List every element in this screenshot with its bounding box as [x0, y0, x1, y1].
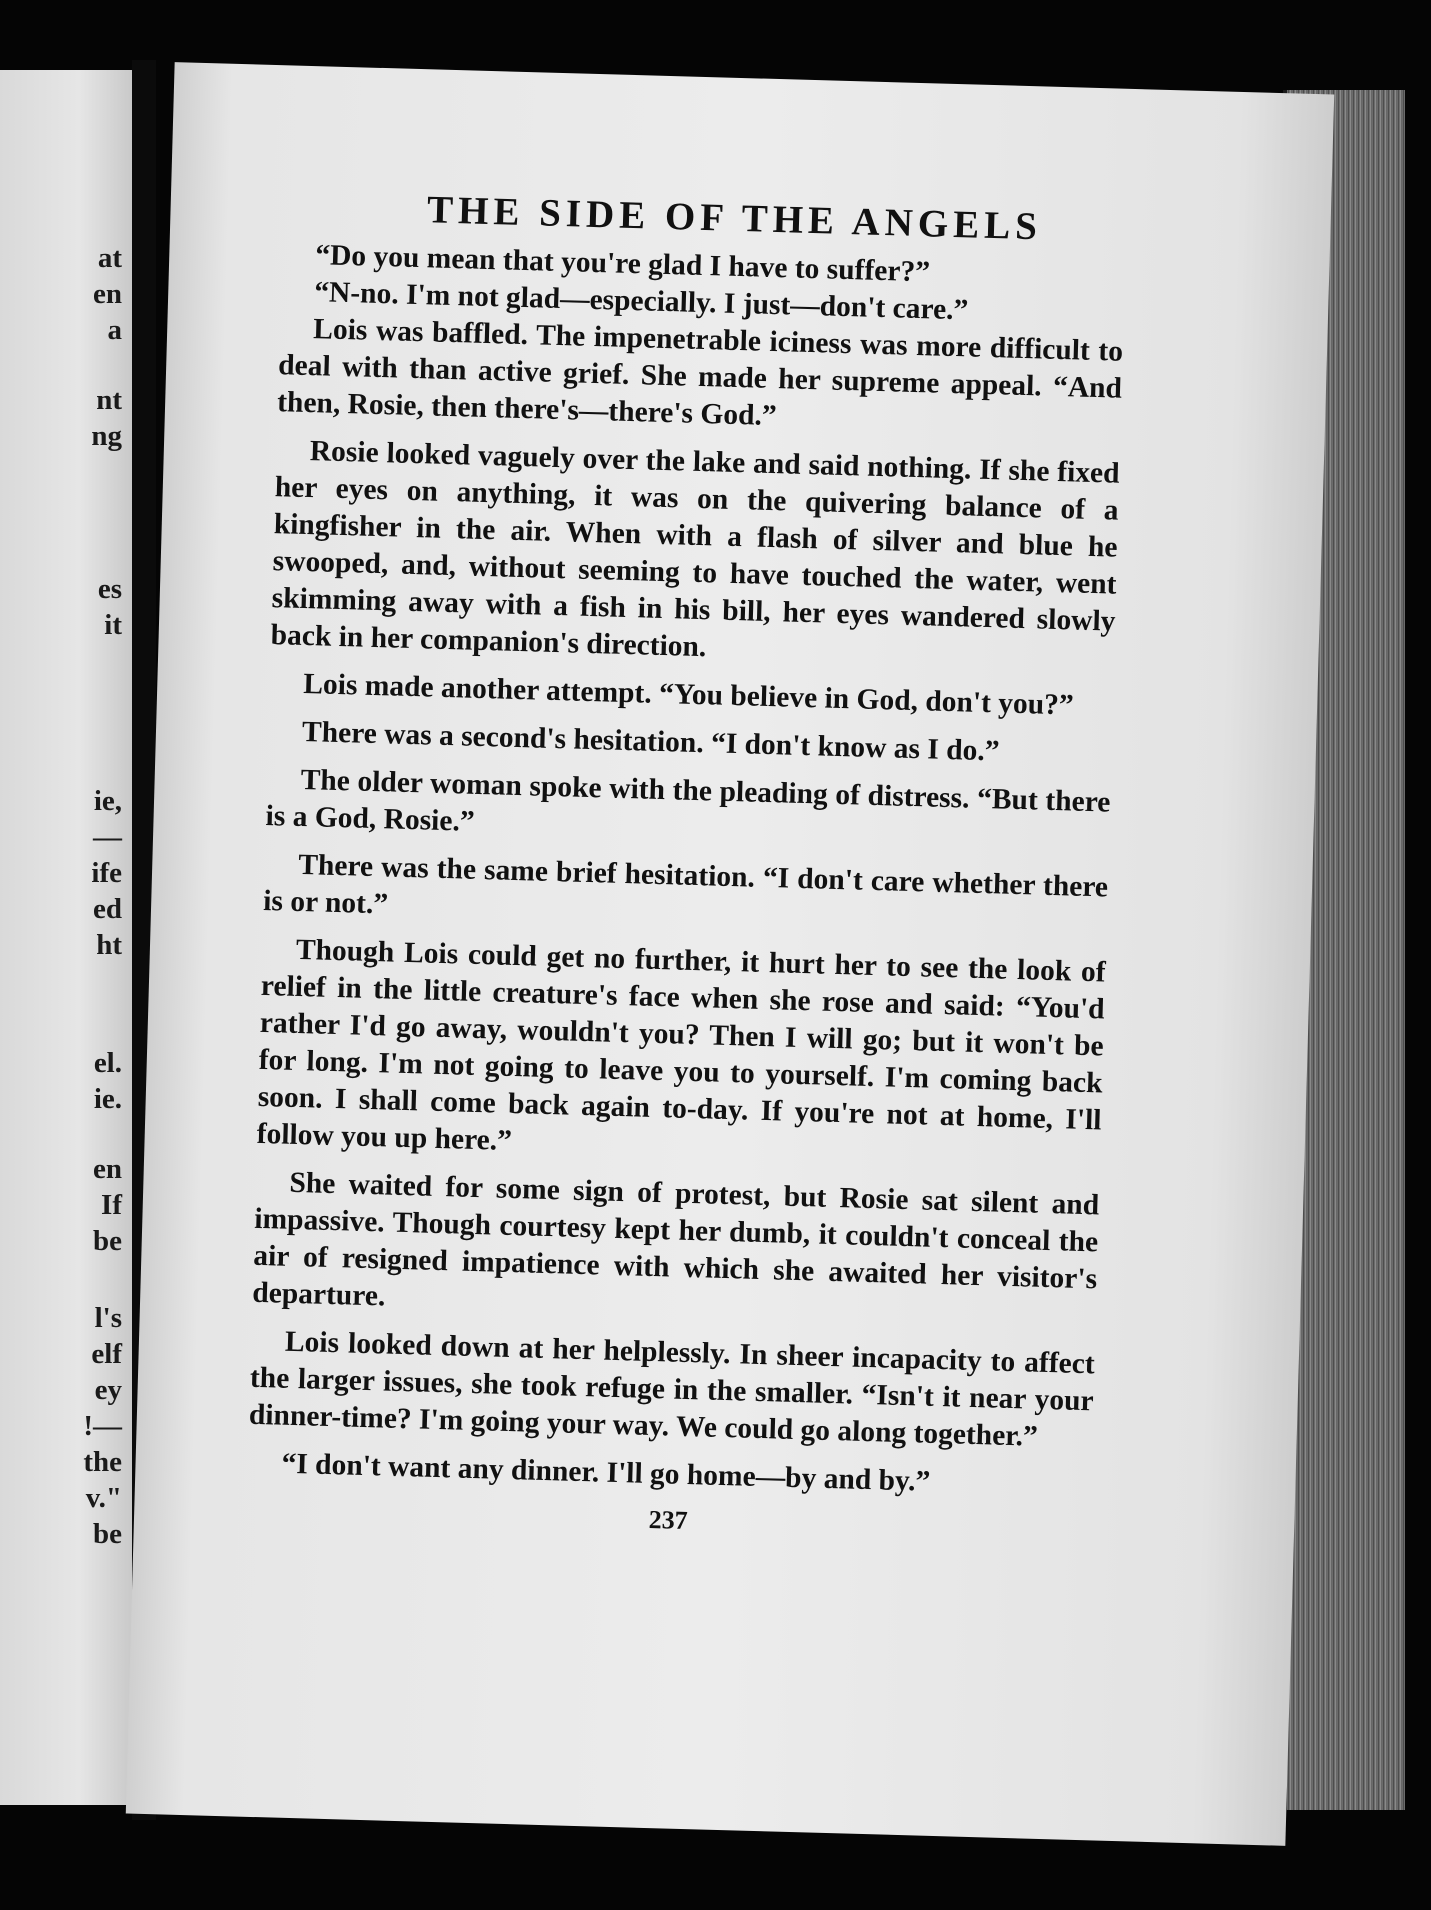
- left-page-fragment: nt: [96, 384, 122, 416]
- left-page-fragment: If: [101, 1189, 122, 1221]
- left-page-fragment: es: [97, 573, 122, 605]
- page-text-block: [246, 183, 1127, 1547]
- left-page-fragment: ie,: [93, 785, 122, 817]
- left-page-fragment: be: [93, 1225, 122, 1257]
- left-page-fragment: it: [104, 609, 122, 641]
- left-page-fragment: elf: [91, 1338, 122, 1370]
- left-page-fragment: ed: [93, 893, 122, 925]
- left-page-edge: [0, 70, 132, 1805]
- paragraph: Lois was baffled. The impenetrable iciness was more difficult to deal with than active grief. She made her supreme appeal. “And then, Rosie, then there's—there's God.”: [276, 313, 1124, 433]
- paragraph: “I don't want any dinner. I'll go home—by and by.”: [281, 1447, 931, 1498]
- page-number: 237: [648, 1504, 689, 1536]
- left-page-fragment: en: [93, 1153, 122, 1185]
- paragraph: There was a second's hesitation. “I don't know as I do.”: [301, 715, 1000, 768]
- left-page-fragment: —: [93, 821, 122, 853]
- left-page-fragment: ey: [94, 1374, 122, 1406]
- left-page-fragment: be: [93, 1518, 122, 1550]
- paragraph: Lois made another attempt. “You believe in God, don't you?”: [302, 667, 1075, 722]
- running-head: THE SIDE OF THE ANGELS: [426, 188, 1043, 249]
- paragraph: Though Lois could get no further, it hurt her to see the look of relief in the little creature's face when she rose and said: “You'd rather I'd go away, wouldn't you? Then I will go; but it won't be for long. I'm not going to leave you to yourself. I'm coming back soon. I shall come back again to-day. If you're not at home, I'll follow you up here.”: [256, 933, 1107, 1157]
- left-page-fragment: ng: [91, 420, 122, 452]
- left-page-fragment: the: [83, 1446, 122, 1478]
- left-page-fragment: l's: [94, 1302, 122, 1334]
- left-page-fragment: ife: [91, 857, 122, 889]
- left-page-fragment: ht: [96, 929, 122, 961]
- paragraph: She waited for some sign of protest, but Rosie sat silent and impassive. Though courtesy kept her dumb, it couldn't conceal the air of resigned impatience with which she awaited her visitor's departure.: [251, 1166, 1100, 1313]
- book-page: [126, 62, 1334, 1846]
- left-page-fragment: en: [93, 278, 122, 310]
- paragraph: There was the same brief hesitation. “I don't care whether there is or not.”: [262, 848, 1109, 921]
- paragraph: “Do you mean that you're glad I have to suffer?”: [314, 239, 931, 289]
- paragraph: The older woman spoke with the pleading of distress. “But there is a God, Rosie.”: [265, 763, 1111, 838]
- left-page-fragment: !—: [83, 1410, 122, 1442]
- paragraph: Lois looked down at her helplessly. In sheer incapacity to affect the larger issues, she took refuge in the smaller. “Isn't it near your dinner-time? I'm going your way. We could go along together.”: [248, 1325, 1096, 1453]
- paragraph: Rosie looked vaguely over the lake and said nothing. If she fixed her eyes on anything, it was on the quivering balance of a kingfisher in the air. When with a flash of silver and blue he swooped, and, without seeming to have touched the water, went skimming away with a fish in his bill, her eyes wandered slowly back in her companion's direction.: [270, 435, 1121, 664]
- left-page-fragment: ie.: [93, 1083, 122, 1115]
- left-page-fragment: v.": [85, 1482, 122, 1514]
- left-page-fragment: a: [107, 314, 122, 346]
- left-page-fragment: at: [97, 242, 122, 274]
- left-page-fragment: el.: [93, 1047, 122, 1079]
- paragraph: “N-no. I'm not glad—especially. I just—don't care.”: [313, 276, 969, 327]
